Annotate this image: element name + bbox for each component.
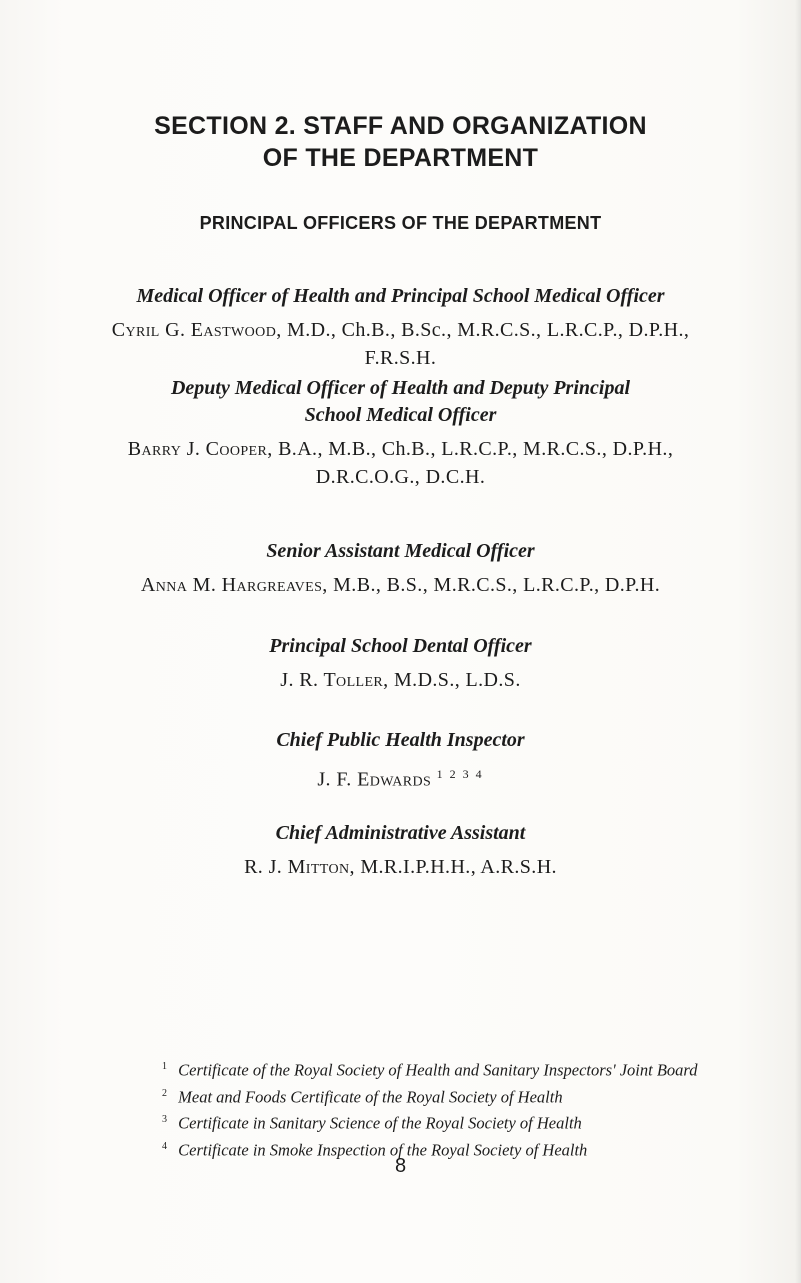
- officer-chief-public-health-inspector: [0, 727, 801, 794]
- section-title-line-1: SECTION 2. STAFF AND ORGANIZATION: [154, 112, 647, 140]
- officer-name: Barry J. Cooper,: [127, 438, 273, 460]
- footnote-text: Certificate in Smoke Inspection of the Royal Society of Health: [178, 1140, 588, 1159]
- officer-name: Anna M. Hargreaves,: [140, 574, 328, 596]
- officer-name-line: [0, 853, 801, 881]
- officer-name-line: [0, 760, 801, 794]
- officer-name-line: [0, 666, 801, 694]
- page-number: 8: [394, 1155, 407, 1177]
- officer-chief-administrative-assistant: [0, 820, 801, 881]
- footnotes: [162, 1055, 762, 1161]
- officer-credentials: M.D.S., L.D.S.: [393, 669, 521, 691]
- officer-credentials-line-2: [0, 463, 801, 491]
- officer-title-line-2: School Medical Officer: [304, 404, 497, 426]
- officer-name: J. F. Edwards: [317, 768, 432, 791]
- officer-medical-officer-of-health: [0, 283, 801, 372]
- officer-credentials-line-2: [0, 344, 801, 372]
- officer-credentials-continued: F.R.S.H.: [364, 347, 437, 369]
- officer-title-line-1: Deputy Medical Officer of Health and Deputy Principal: [170, 377, 631, 399]
- footnote-3: [162, 1108, 762, 1135]
- footnote-1: [162, 1055, 762, 1082]
- officer-title: Chief Public Health Inspector: [276, 729, 525, 751]
- officer-title: Chief Administrative Assistant: [275, 822, 526, 844]
- officer-senior-assistant-medical-officer: [0, 538, 801, 599]
- footnote-number: 3: [162, 1114, 167, 1125]
- section-title: [0, 110, 801, 174]
- officer-deputy-medical-officer: [0, 375, 801, 491]
- footnote-number: 1: [162, 1061, 167, 1072]
- officer-credentials: M.R.I.P.H.H., A.R.S.H.: [360, 856, 557, 878]
- footnote-text: Certificate in Sanitary Science of the Royal Society of Health: [178, 1113, 582, 1133]
- officer-name-line: [0, 316, 801, 344]
- section-title-line-2: OF THE DEPARTMENT: [262, 144, 539, 172]
- officer-name: Cyril G. Eastwood,: [111, 319, 282, 341]
- officer-name: R. J. Mitton,: [244, 856, 355, 878]
- officer-name-line: [0, 435, 801, 463]
- officer-name: J. R. Toller,: [280, 669, 389, 691]
- officer-name-line: [0, 571, 801, 599]
- officer-credentials-continued: D.R.C.O.G., D.C.H.: [315, 466, 486, 488]
- footnote-number: 4: [162, 1140, 167, 1152]
- officer-title: Medical Officer of Health and Principal School Medical Officer: [136, 285, 665, 307]
- officer-title: Senior Assistant Medical Officer: [266, 540, 535, 562]
- footnote-text: Meat and Foods Certificate of the Royal Society of Health: [178, 1087, 563, 1106]
- officer-credentials: M.B., B.S., M.R.C.S., L.R.C.P., D.P.H.: [333, 574, 661, 596]
- footnote-text: Certificate of the Royal Society of Health and Sanitary Inspectors' Joint Board: [178, 1060, 698, 1080]
- footnote-number: 2: [162, 1087, 167, 1099]
- officer-principal-school-dental-officer: [0, 633, 801, 694]
- officer-title: Principal School Dental Officer: [269, 635, 532, 657]
- officer-footnote-refs: 1 2 3 4: [436, 767, 484, 781]
- principal-officers-heading: PRINCIPAL OFFICERS OF THE DEPARTMENT: [199, 213, 602, 233]
- officer-credentials: M.D., Ch.B., B.Sc., M.R.C.S., L.R.C.P., D.P.H.,: [287, 319, 690, 341]
- officer-credentials: B.A., M.B., Ch.B., L.R.C.P., M.R.C.S., D.P.H.,: [278, 438, 674, 460]
- footnote-2: [162, 1082, 762, 1109]
